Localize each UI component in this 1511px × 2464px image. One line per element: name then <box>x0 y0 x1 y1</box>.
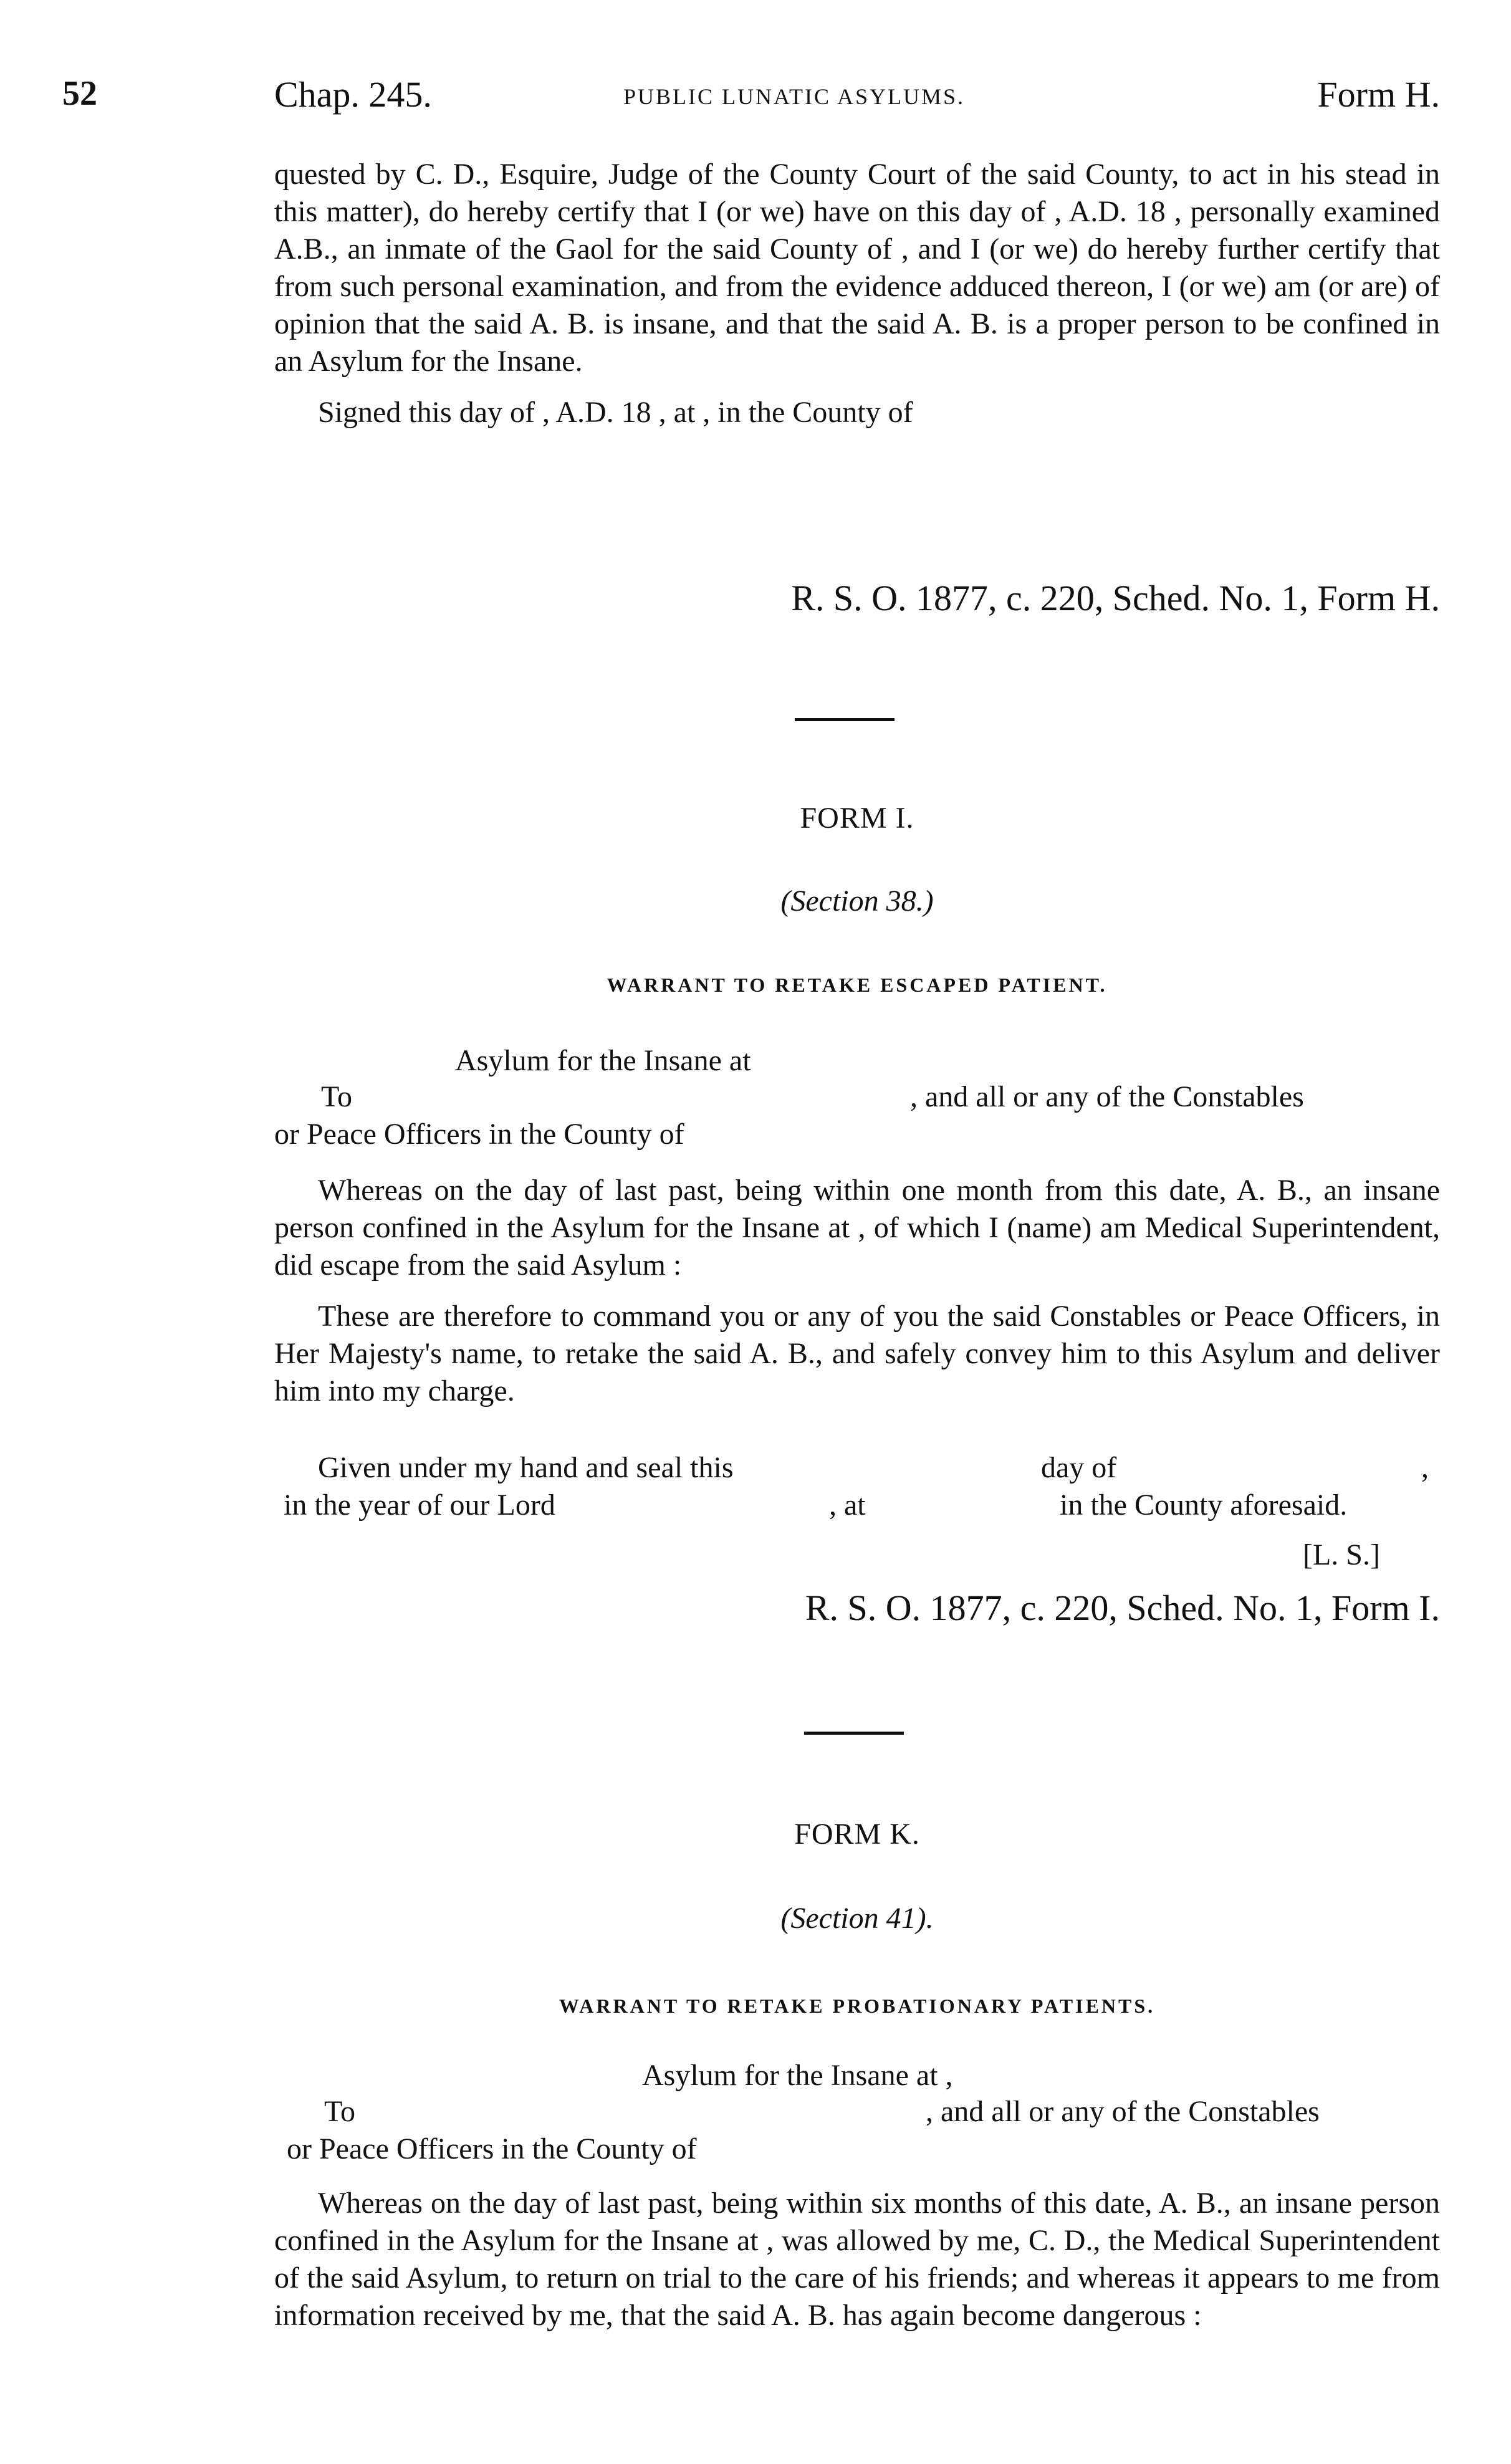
form-i-heading: WARRANT TO RETAKE ESCAPED PATIENT. <box>607 974 1108 996</box>
form-h-reference: R. S. O. 1877, c. 220, Sched. No. 1, Form H. <box>791 578 1440 618</box>
form-i-given-a: Given under my hand and seal this <box>318 1451 734 1484</box>
form-i-reference: R. S. O. 1877, c. 220, Sched. No. 1, Form I. <box>805 1588 1440 1628</box>
form-i-given-e: , at <box>829 1488 866 1522</box>
form-i-to: To <box>321 1080 352 1113</box>
form-i-given-d: in the year of our Lord <box>284 1488 555 1522</box>
divider <box>795 718 895 721</box>
form-k-constables: , and all or any of the Constables <box>926 2095 1320 2128</box>
chapter-label: Chap. 245. <box>274 74 432 115</box>
form-i-section-text: (Section 38.) <box>780 884 934 918</box>
form-k-peace-officers: or Peace Officers in the County of <box>287 2132 697 2165</box>
form-i-asylum-line: Asylum for the Insane at <box>455 1044 751 1077</box>
form-k-title: FORM K. <box>794 1818 920 1851</box>
form-k-section-text: (Section 41). <box>780 1902 934 1935</box>
form-k-body <box>274 2185 1440 2334</box>
form-i-reference-block <box>274 1586 1440 1630</box>
form-k-section <box>274 1901 1440 1935</box>
divider <box>804 1732 904 1735</box>
form-label: Form H. <box>1317 74 1440 115</box>
form-i-constables: , and all or any of the Constables <box>910 1080 1304 1113</box>
form-i-seal: [L. S.] <box>1303 1538 1380 1571</box>
form-h-continued <box>274 156 1440 431</box>
running-title: PUBLIC LUNATIC ASYLUMS. <box>623 84 966 109</box>
page-number: 52 <box>62 74 97 113</box>
form-k-to: To <box>324 2095 355 2128</box>
form-h-paragraph: quested by C. D., Esquire, Judge of the County Court of the said County, to act in his stead in this matter), do hereby certify that I (or we) have on this day of , A.D. 18 , personally examined A.B., an inmate of the Gaol for the said County of , and I (or we) do hereby further certify that from such personal examination, and from the evidence adduced thereon, I (or we) am (or are) of opinion that the said A. B. is insane, and that the said A. B. is a proper person to be confined in an Asylum for the Insane. <box>274 158 1440 378</box>
form-i-peace-officers: or Peace Officers in the County of <box>274 1118 684 1151</box>
form-i-title: FORM I. <box>800 802 914 835</box>
form-k-asylum-line: Asylum for the Insane at , <box>642 2059 953 2092</box>
form-i-command: These are therefore to command you or any of you the said Constables or Peace Officers, in Her Majesty's name, to retake the said A. B., and safely convey him to this Asylum and deliver him into my charge. <box>274 1300 1440 1407</box>
form-i-given-b: day of <box>1041 1451 1117 1484</box>
running-head <box>274 74 1440 123</box>
form-i-given-c: , <box>1421 1451 1429 1484</box>
form-h-signed: Signed this day of , A.D. 18 , at , in the County of <box>318 396 913 429</box>
form-i-whereas: Whereas on the day of last past, being within one month from this date, A. B., an insane person confined in the Asylum for the Insane at , of which I (name) am Medical Superintendent, did escape from the said Asylum : <box>274 1174 1440 1282</box>
form-i-body <box>274 1172 1440 1410</box>
form-h-reference-block <box>274 577 1440 620</box>
form-i-given-f: in the County aforesaid. <box>1060 1488 1348 1522</box>
form-k-heading: WARRANT TO RETAKE PROBATIONARY PATIENTS. <box>559 1995 1156 2017</box>
form-i-section <box>274 884 1440 918</box>
form-k-whereas: Whereas on the day of last past, being within six months of this date, A. B., an insane person confined in the Asylum for the Insane at , was allowed by me, C. D., the Medical Superintendent of the said Asylum, to return on trial to the care of his friends; and whereas it appears to me from information received by me, that the said A. B. has again become dangerous : <box>274 2187 1440 2332</box>
